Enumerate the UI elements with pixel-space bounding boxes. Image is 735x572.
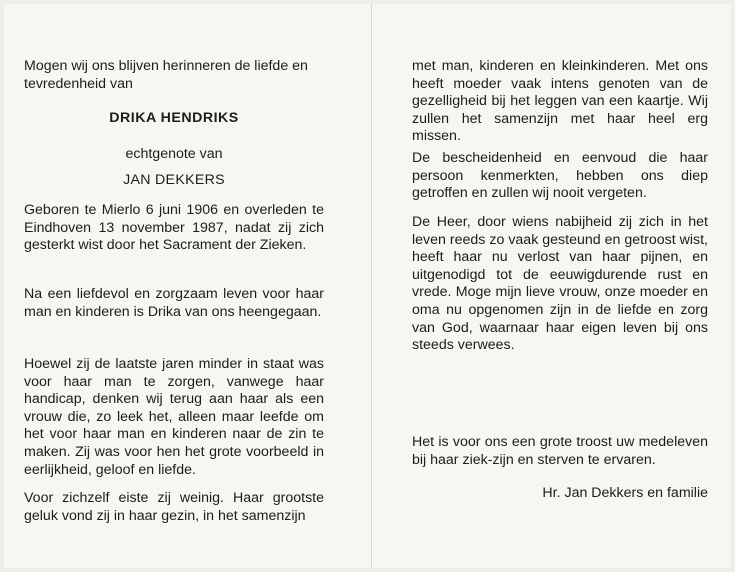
intro-text: Mogen wij ons blijven herinneren de liefde en tevredenheid van	[24, 58, 308, 92]
life-paragraph: Na een liefdevol en zorgzaam leven voor haar man en kinderen is Drika van ons heengegaan.	[24, 286, 324, 320]
care-paragraph: Hoewel zij de laatste jaren minder in staat was voor haar man te zorgen, vanwege haar handicap, denken wij terug aan haar als een vrouw die, zo leek het, alleen maar leefde om het voor haar man en kinderen naar de zin te maken. Zij was voor hen het grote voorbeeld in eerlijkheid, geloof en liefde.	[24, 356, 324, 478]
memorial-card	[4, 4, 731, 568]
lord-paragraph: De Heer, door wiens nabijheid zij zich in het leven reeds zo vaak gesteund en getroost wist, heeft haar nu verlost van haar pijnen, en uitgenodigd tot de eeuwigdurende rust en vrede. Moge mijn lieve vrouw, onze moeder en oma nu opgenomen zijn in de liefde en zorg van God, waarnaar haar eigen leven bij ons steeds verwees.	[412, 214, 708, 354]
spouse-name: JAN DEKKERS	[123, 172, 225, 188]
signature: Hr. Jan Dekkers en familie	[542, 485, 708, 501]
card-fold	[371, 4, 372, 568]
thanks-paragraph: Het is voor ons een grote troost uw medeleven bij haar ziek-zijn en sterven te ervaren.	[412, 434, 708, 468]
spouse-label: echtgenote van	[125, 146, 223, 162]
deceased-name: DRIKA HENDRIKS	[109, 110, 239, 126]
continuation-paragraph: met man, kinderen en kleinkinderen. Met ons heeft moeder vaak intens genoten van de gezelligheid bij het leggen van een kaartje. Wij zullen het samenzijn met haar heel erg missen.	[412, 58, 708, 145]
birth-paragraph: Geboren te Mierlo 6 juni 1906 en overleden te Eindhoven 13 november 1987, nadat zij zich gesterkt wist door het Sacrament der Zieken.	[24, 202, 324, 254]
self-paragraph: Voor zichzelf eiste zij weinig. Haar grootste geluk vond zij in haar gezin, in het samenzijn	[24, 490, 324, 524]
modesty-paragraph: De bescheidenheid en eenvoud die haar persoon kenmerkten, hebben ons diep getroffen en zullen wij nooit vergeten.	[412, 150, 708, 202]
